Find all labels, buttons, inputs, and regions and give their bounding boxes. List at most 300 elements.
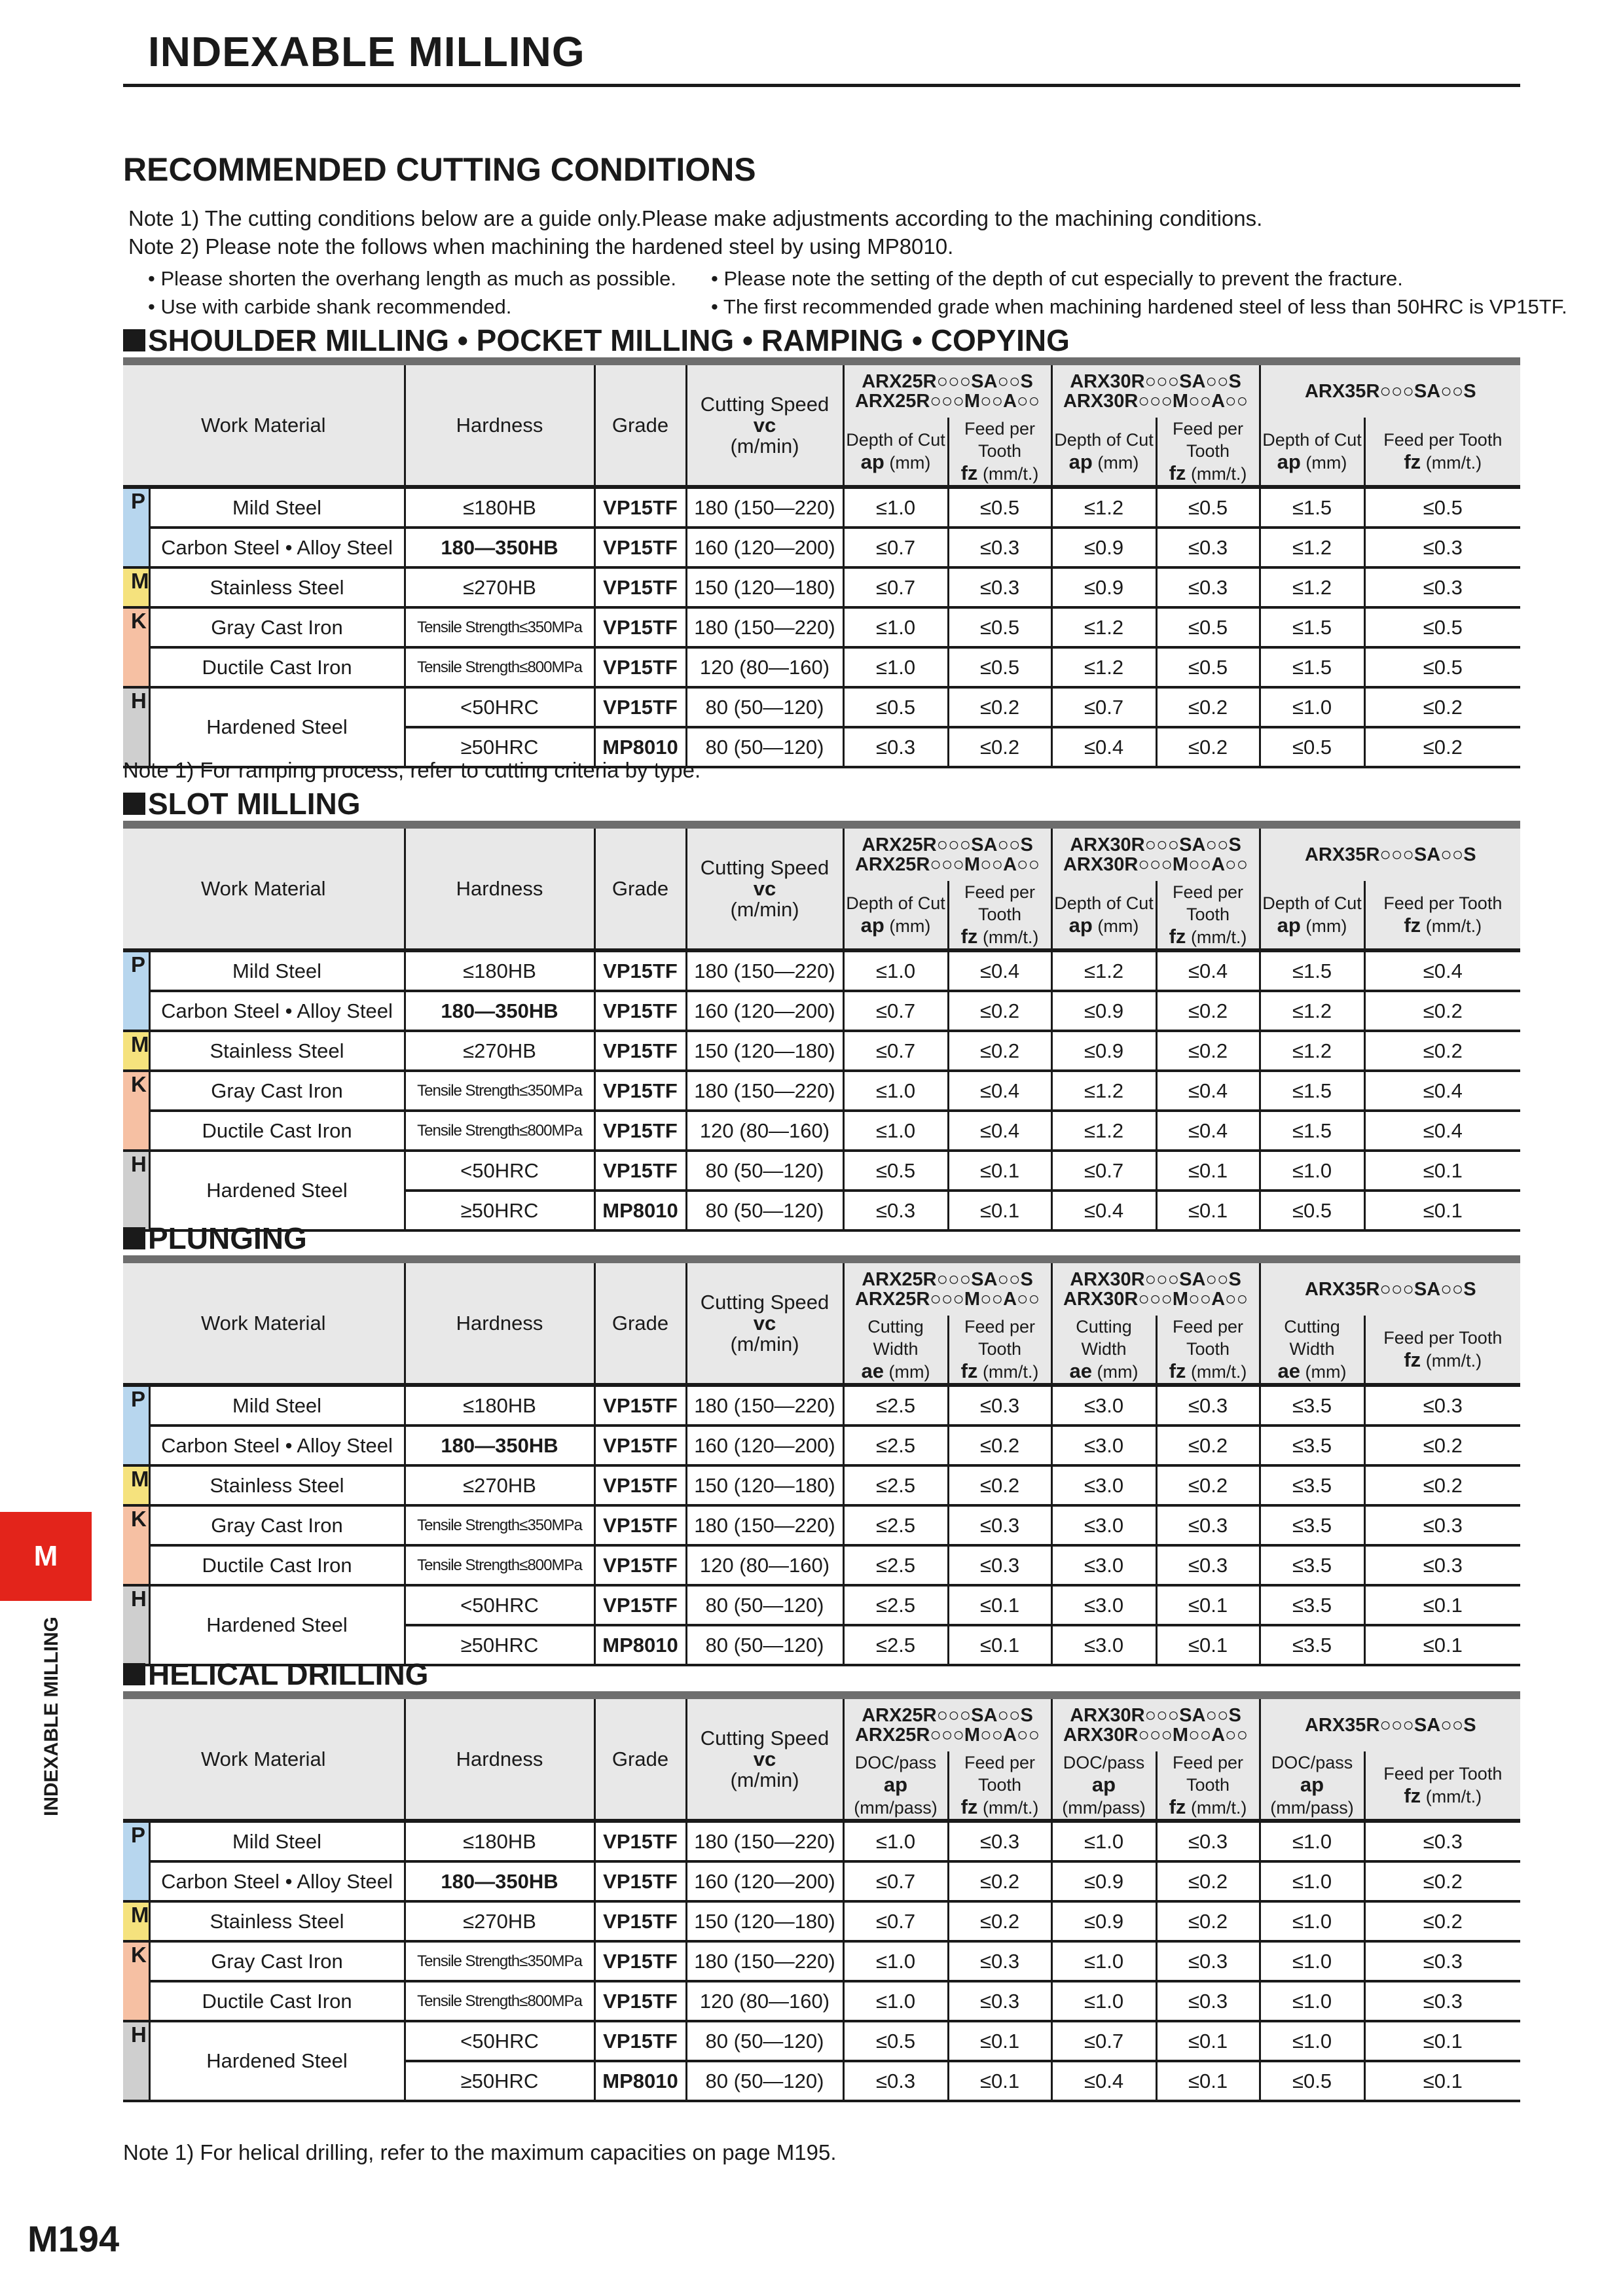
condition-value: ≤0.4 bbox=[948, 1111, 1051, 1151]
material-name: Hardened Steel bbox=[149, 687, 405, 767]
header-cutting-speed-line: vc bbox=[753, 1311, 776, 1335]
header-depth bbox=[1260, 1316, 1364, 1385]
heading-square-icon bbox=[123, 329, 145, 351]
condition-value: ≤0.3 bbox=[1156, 1821, 1260, 1861]
condition-value: ≤0.9 bbox=[1051, 567, 1156, 607]
header-sub-symbol: fz bbox=[960, 925, 978, 948]
header-feed bbox=[1364, 1316, 1520, 1385]
grade-value: VP15TF bbox=[594, 528, 686, 567]
grade-value: VP15TF bbox=[594, 687, 686, 727]
condition-value: ≤0.5 bbox=[1260, 2061, 1364, 2101]
table-row bbox=[123, 1426, 1520, 1465]
tool-code: ARX30R○○○SA○○S bbox=[1070, 371, 1241, 392]
grade-value: VP15TF bbox=[594, 647, 686, 687]
condition-value: ≤0.1 bbox=[1364, 1625, 1520, 1665]
notes bbox=[128, 204, 1523, 260]
header-sub-unit-line bbox=[1366, 451, 1521, 474]
condition-value: ≤0.3 bbox=[948, 1385, 1051, 1426]
condition-value: ≤0.1 bbox=[1364, 2061, 1520, 2101]
header-sub-unit: (mm/t.) bbox=[1190, 927, 1247, 947]
header-sub-symbol: fz bbox=[1404, 914, 1421, 937]
hardness-value: Tensile Strength≤800MPa bbox=[405, 1111, 594, 1151]
condition-value: ≤0.4 bbox=[1364, 1111, 1520, 1151]
material-class-badge: H bbox=[123, 687, 149, 767]
material-name: Carbon Steel • Alloy Steel bbox=[149, 528, 405, 567]
cutting-speed-value: 180 (150—220) bbox=[686, 1821, 843, 1861]
condition-value: ≤0.2 bbox=[1364, 1426, 1520, 1465]
header-sub-unit-line bbox=[949, 1796, 1051, 1819]
header-sub-unit: (mm) bbox=[1097, 1362, 1139, 1382]
header-sub-label: Depth of Cut bbox=[846, 893, 945, 913]
tool-code: ARX35R○○○SA○○S bbox=[1304, 1279, 1476, 1300]
table-row bbox=[123, 567, 1520, 607]
hardness-value: 180—350HB bbox=[405, 1861, 594, 1901]
table-row bbox=[123, 1151, 1520, 1191]
side-tab-label: INDEXABLE MILLING bbox=[41, 1617, 62, 1816]
table-row bbox=[123, 950, 1520, 991]
header-cutting-speed-line: (m/min) bbox=[730, 897, 799, 921]
section-note: Note 1) For helical drilling, refer to the maximum capacities on page M195. bbox=[123, 2140, 837, 2164]
header-sub-label: Feed per Tooth bbox=[1172, 1317, 1244, 1359]
grade-value: VP15TF bbox=[594, 1861, 686, 1901]
header-sub-unit-line bbox=[1261, 1360, 1364, 1383]
hardness-value: Tensile Strength≤800MPa bbox=[405, 1545, 594, 1585]
header-sub-unit: (mm/t.) bbox=[1190, 464, 1247, 484]
cutting-speed-value: 80 (50—120) bbox=[686, 1585, 843, 1625]
header-tool-group bbox=[843, 365, 1051, 418]
cutting-speed-value: 160 (120—200) bbox=[686, 1426, 843, 1465]
header-tool-group bbox=[843, 1699, 1051, 1751]
condition-value: ≤0.3 bbox=[1364, 1981, 1520, 2021]
condition-value: ≤0.1 bbox=[1364, 1585, 1520, 1625]
condition-value: ≤0.3 bbox=[948, 567, 1051, 607]
hardness-value: ≤180HB bbox=[405, 950, 594, 991]
table-row bbox=[123, 687, 1520, 727]
condition-value: ≤1.0 bbox=[1260, 687, 1364, 727]
header-title: INDEXABLE MILLING bbox=[148, 28, 585, 75]
condition-value: ≤0.2 bbox=[1364, 1031, 1520, 1071]
grade-value: VP15TF bbox=[594, 950, 686, 991]
header-sub-unit-line bbox=[1053, 451, 1156, 474]
condition-value: ≤3.0 bbox=[1051, 1385, 1156, 1426]
header-sub-unit: (mm/t.) bbox=[1190, 1362, 1247, 1382]
header-sub-symbol: fz bbox=[1404, 1348, 1421, 1371]
hardness-value: Tensile Strength≤350MPa bbox=[405, 1941, 594, 1981]
bullet-column-left bbox=[148, 264, 676, 321]
cutting-speed-value: 80 (50—120) bbox=[686, 687, 843, 727]
header-cutting-speed bbox=[686, 1263, 843, 1385]
header-sub-symbol: fz bbox=[1169, 1359, 1186, 1382]
header-cutting-speed-line: vc bbox=[753, 876, 776, 900]
header-sub-unit-line bbox=[1158, 462, 1259, 485]
condition-value: ≤1.0 bbox=[843, 607, 948, 647]
header-depth bbox=[843, 418, 948, 487]
header-sub-unit: (mm/pass) bbox=[1270, 1798, 1354, 1818]
grade-value: VP15TF bbox=[594, 1585, 686, 1625]
condition-value: ≤1.0 bbox=[843, 1071, 948, 1111]
condition-value: ≤0.9 bbox=[1051, 528, 1156, 567]
header-sub-symbol: ap bbox=[1277, 450, 1301, 473]
condition-value: ≤0.1 bbox=[1364, 2021, 1520, 2061]
condition-value: ≤0.5 bbox=[1156, 647, 1260, 687]
condition-value: ≤1.0 bbox=[1051, 1981, 1156, 2021]
grade-value: MP8010 bbox=[594, 727, 686, 767]
cutting-speed-value: 180 (150—220) bbox=[686, 487, 843, 528]
header-work-material: Work Material bbox=[123, 365, 405, 487]
conditions-table bbox=[123, 365, 1520, 768]
header-cutting-speed bbox=[686, 1699, 843, 1821]
tool-code: ARX25R○○○M○○A○○ bbox=[854, 1725, 1040, 1746]
hardness-value: ≥50HRC bbox=[405, 2061, 594, 2101]
grade-value: VP15TF bbox=[594, 1465, 686, 1505]
header-depth bbox=[1260, 418, 1364, 487]
header-sub-unit: (mm) bbox=[1305, 453, 1347, 473]
page-title: RECOMMENDED CUTTING CONDITIONS bbox=[123, 151, 756, 188]
cutting-speed-value: 80 (50—120) bbox=[686, 727, 843, 767]
condition-value: ≤0.2 bbox=[1156, 1031, 1260, 1071]
hardness-value: Tensile Strength≤800MPa bbox=[405, 647, 594, 687]
section-heading-text: HELICAL DRILLING bbox=[148, 1657, 429, 1691]
header-sub-label: Cutting Width bbox=[1284, 1317, 1340, 1359]
header-sub-symbol: ae bbox=[1277, 1359, 1301, 1382]
header-cutting-speed-line: (m/min) bbox=[730, 1768, 799, 1791]
condition-value: ≤0.2 bbox=[1156, 1465, 1260, 1505]
condition-value: ≤0.4 bbox=[1051, 2061, 1156, 2101]
header-hardness: Hardness bbox=[405, 1699, 594, 1821]
condition-value: ≤1.0 bbox=[843, 647, 948, 687]
header-tool-group bbox=[1051, 1263, 1260, 1316]
condition-value: ≤0.5 bbox=[843, 687, 948, 727]
condition-value: ≤0.5 bbox=[1364, 487, 1520, 528]
condition-value: ≤0.2 bbox=[948, 1861, 1051, 1901]
condition-value: ≤1.0 bbox=[843, 1941, 948, 1981]
table-row bbox=[123, 1111, 1520, 1151]
condition-value: ≤1.0 bbox=[843, 1981, 948, 2021]
hardness-value: <50HRC bbox=[405, 2021, 594, 2061]
side-tab bbox=[0, 1512, 92, 1601]
section-heading bbox=[123, 1223, 307, 1254]
grade-value: VP15TF bbox=[594, 1821, 686, 1861]
condition-value: ≤1.5 bbox=[1260, 1111, 1364, 1151]
condition-value: ≤0.7 bbox=[1051, 687, 1156, 727]
section-heading-text: SLOT MILLING bbox=[148, 787, 361, 821]
section-heading bbox=[123, 1659, 428, 1690]
section-rule bbox=[123, 1691, 1520, 1699]
header-feed bbox=[1156, 881, 1260, 950]
condition-value: ≤0.2 bbox=[948, 1426, 1051, 1465]
condition-value: ≤0.2 bbox=[948, 1901, 1051, 1941]
bullet-column-right bbox=[711, 264, 1567, 321]
cutting-speed-value: 180 (150—220) bbox=[686, 1071, 843, 1111]
header-grade: Grade bbox=[594, 829, 686, 950]
condition-value: ≤0.1 bbox=[1364, 1191, 1520, 1230]
condition-value: ≤0.2 bbox=[1156, 1426, 1260, 1465]
header-sub-symbol: fz bbox=[960, 1359, 978, 1382]
header-tool-group bbox=[1260, 365, 1520, 418]
condition-value: ≤1.0 bbox=[843, 1111, 948, 1151]
condition-value: ≤1.2 bbox=[1051, 487, 1156, 528]
condition-value: ≤1.5 bbox=[1260, 950, 1364, 991]
grade-value: VP15TF bbox=[594, 1111, 686, 1151]
condition-value: ≤3.0 bbox=[1051, 1465, 1156, 1505]
cutting-speed-value: 180 (150—220) bbox=[686, 1505, 843, 1545]
grade-value: MP8010 bbox=[594, 2061, 686, 2101]
cutting-speed-value: 80 (50—120) bbox=[686, 2021, 843, 2061]
tool-code: ARX25R○○○M○○A○○ bbox=[854, 1289, 1040, 1310]
condition-value: ≤3.5 bbox=[1260, 1625, 1364, 1665]
material-name: Stainless Steel bbox=[149, 1901, 405, 1941]
header-sub-unit-line bbox=[845, 451, 947, 474]
table-row bbox=[123, 1505, 1520, 1545]
cutting-speed-value: 120 (80—160) bbox=[686, 647, 843, 687]
header-sub-label: Depth of Cut bbox=[846, 430, 945, 450]
condition-value: ≤0.2 bbox=[1156, 1861, 1260, 1901]
condition-value: ≤0.7 bbox=[843, 1031, 948, 1071]
material-class-badge: M bbox=[123, 1031, 149, 1071]
header-tool-group bbox=[843, 829, 1051, 881]
header-depth bbox=[843, 1316, 948, 1385]
tool-code: ARX25R○○○M○○A○○ bbox=[854, 391, 1040, 412]
condition-value: ≤3.5 bbox=[1260, 1465, 1364, 1505]
header-sub-unit-line bbox=[1158, 925, 1259, 948]
condition-value: ≤0.2 bbox=[1364, 727, 1520, 767]
header-tool-group bbox=[1051, 365, 1260, 418]
header-sub-unit: (mm) bbox=[1097, 916, 1139, 936]
hardness-value: 180—350HB bbox=[405, 1426, 594, 1465]
bullet-item: • Please shorten the overhang length as much as possible. bbox=[148, 267, 677, 290]
header-sub-unit: (mm/t.) bbox=[1425, 916, 1482, 936]
condition-value: ≤1.5 bbox=[1260, 607, 1364, 647]
tool-code: ARX25R○○○M○○A○○ bbox=[854, 854, 1040, 875]
condition-value: ≤3.5 bbox=[1260, 1585, 1364, 1625]
condition-value: ≤0.2 bbox=[1156, 687, 1260, 727]
table-row bbox=[123, 1941, 1520, 1981]
material-class-badge: P bbox=[123, 1385, 149, 1465]
condition-value: ≤0.1 bbox=[1156, 2021, 1260, 2061]
header-sub-unit: (mm) bbox=[1097, 453, 1139, 473]
header-tool-group bbox=[1051, 1699, 1260, 1751]
material-name: Hardened Steel bbox=[149, 2021, 405, 2101]
hardness-value: Tensile Strength≤350MPa bbox=[405, 607, 594, 647]
material-name: Mild Steel bbox=[149, 1385, 405, 1426]
material-name: Gray Cast Iron bbox=[149, 1071, 405, 1111]
header-feed bbox=[948, 1316, 1051, 1385]
hardness-value: ≤180HB bbox=[405, 1385, 594, 1426]
condition-value: ≤0.2 bbox=[1364, 687, 1520, 727]
grade-value: VP15TF bbox=[594, 1031, 686, 1071]
header-sub-unit: (mm/t.) bbox=[982, 464, 1039, 484]
cutting-speed-value: 120 (80—160) bbox=[686, 1545, 843, 1585]
condition-value: ≤2.5 bbox=[843, 1505, 948, 1545]
header-hardness: Hardness bbox=[405, 829, 594, 950]
condition-value: ≤1.0 bbox=[1260, 1941, 1364, 1981]
condition-value: ≤0.3 bbox=[1364, 1545, 1520, 1585]
condition-value: ≤0.7 bbox=[843, 528, 948, 567]
header-sub-label: Feed per Tooth bbox=[1383, 430, 1503, 450]
condition-value: ≤0.4 bbox=[1051, 727, 1156, 767]
tool-code: ARX30R○○○M○○A○○ bbox=[1063, 854, 1249, 875]
condition-value: ≤0.5 bbox=[843, 1151, 948, 1191]
condition-value: ≤0.5 bbox=[1260, 727, 1364, 767]
hardness-value: Tensile Strength≤350MPa bbox=[405, 1071, 594, 1111]
material-class-badge: P bbox=[123, 487, 149, 567]
hardness-value: <50HRC bbox=[405, 1151, 594, 1191]
table-row bbox=[123, 1031, 1520, 1071]
condition-value: ≤0.3 bbox=[948, 528, 1051, 567]
header-cutting-speed bbox=[686, 365, 843, 487]
cutting-speed-value: 120 (80—160) bbox=[686, 1981, 843, 2021]
condition-value: ≤2.5 bbox=[843, 1585, 948, 1625]
condition-value: ≤1.2 bbox=[1260, 567, 1364, 607]
condition-value: ≤0.3 bbox=[1364, 567, 1520, 607]
grade-value: VP15TF bbox=[594, 1071, 686, 1111]
material-class-badge: H bbox=[123, 1585, 149, 1665]
header-sub-symbol: fz bbox=[960, 1795, 978, 1818]
table-row bbox=[123, 528, 1520, 567]
tool-code: ARX35R○○○SA○○S bbox=[1304, 1715, 1476, 1736]
condition-value: ≤0.5 bbox=[1260, 1191, 1364, 1230]
header-sub-label: Feed per Tooth bbox=[1172, 1753, 1244, 1795]
header-rule bbox=[123, 84, 1520, 87]
condition-value: ≤0.3 bbox=[948, 1941, 1051, 1981]
material-name: Carbon Steel • Alloy Steel bbox=[149, 1426, 405, 1465]
header-feed bbox=[1364, 881, 1520, 950]
header-sub-symbol: fz bbox=[960, 461, 978, 484]
condition-value: ≤0.7 bbox=[1051, 1151, 1156, 1191]
material-name: Ductile Cast Iron bbox=[149, 1545, 405, 1585]
table-row bbox=[123, 1861, 1520, 1901]
header-sub-symbol: fz bbox=[1169, 925, 1186, 948]
header-sub-label: Depth of Cut bbox=[1054, 893, 1154, 913]
condition-value: ≤0.3 bbox=[1364, 1505, 1520, 1545]
condition-value: ≤0.7 bbox=[843, 1861, 948, 1901]
header-work-material: Work Material bbox=[123, 829, 405, 950]
cutting-speed-value: 80 (50—120) bbox=[686, 2061, 843, 2101]
header-sub-symbol: ap bbox=[1091, 1773, 1116, 1796]
hardness-value: ≤180HB bbox=[405, 487, 594, 528]
condition-value: ≤1.2 bbox=[1051, 647, 1156, 687]
header-sub-label: Depth of Cut bbox=[1054, 430, 1154, 450]
grade-value: VP15TF bbox=[594, 487, 686, 528]
header-cutting-speed-line: Cutting Speed bbox=[700, 392, 830, 416]
cutting-speed-value: 150 (120—180) bbox=[686, 567, 843, 607]
condition-value: ≤2.5 bbox=[843, 1465, 948, 1505]
condition-value: ≤1.2 bbox=[1260, 528, 1364, 567]
condition-value: ≤0.2 bbox=[948, 1465, 1051, 1505]
hardness-value: ≥50HRC bbox=[405, 1625, 594, 1665]
hardness-value: ≤180HB bbox=[405, 1821, 594, 1861]
header-grade: Grade bbox=[594, 365, 686, 487]
condition-value: ≤0.1 bbox=[1364, 1151, 1520, 1191]
condition-value: ≤0.3 bbox=[1364, 1941, 1520, 1981]
condition-value: ≤0.4 bbox=[948, 950, 1051, 991]
condition-value: ≤0.1 bbox=[948, 1585, 1051, 1625]
header-sub-label: Feed per Tooth bbox=[964, 1317, 1036, 1359]
header-sub-unit: (mm/pass) bbox=[1062, 1798, 1146, 1818]
header-depth bbox=[1051, 1751, 1156, 1821]
material-name: Gray Cast Iron bbox=[149, 607, 405, 647]
header-feed bbox=[948, 418, 1051, 487]
condition-value: ≤0.1 bbox=[948, 2021, 1051, 2061]
header-sub-label: DOC/pass bbox=[1063, 1753, 1145, 1772]
header-cutting-speed-line: (m/min) bbox=[730, 1332, 799, 1355]
material-name: Hardened Steel bbox=[149, 1585, 405, 1665]
header-sub-label: Depth of Cut bbox=[1262, 430, 1362, 450]
material-class-badge: K bbox=[123, 1505, 149, 1585]
grade-value: VP15TF bbox=[594, 991, 686, 1031]
condition-value: ≤0.9 bbox=[1051, 1901, 1156, 1941]
tool-code: ARX25R○○○SA○○S bbox=[862, 834, 1033, 855]
cutting-speed-value: 80 (50—120) bbox=[686, 1151, 843, 1191]
condition-value: ≤0.2 bbox=[1156, 1901, 1260, 1941]
header-sub-unit-line bbox=[949, 462, 1051, 485]
material-name: Stainless Steel bbox=[149, 567, 405, 607]
table-row bbox=[123, 1821, 1520, 1861]
header-sub-unit-line bbox=[845, 1774, 947, 1819]
hardness-value: ≤270HB bbox=[405, 1465, 594, 1505]
cutting-speed-value: 160 (120—200) bbox=[686, 528, 843, 567]
header-sub-unit: (mm/t.) bbox=[1425, 1787, 1482, 1806]
grade-value: VP15TF bbox=[594, 1505, 686, 1545]
grade-value: VP15TF bbox=[594, 1545, 686, 1585]
condition-value: ≤1.0 bbox=[843, 1821, 948, 1861]
material-class-badge: K bbox=[123, 607, 149, 687]
material-name: Gray Cast Iron bbox=[149, 1505, 405, 1545]
condition-value: ≤0.7 bbox=[1051, 2021, 1156, 2061]
header-grade: Grade bbox=[594, 1699, 686, 1821]
condition-value: ≤0.2 bbox=[1156, 727, 1260, 767]
header-sub-unit-line bbox=[1366, 1785, 1521, 1808]
grade-value: VP15TF bbox=[594, 1426, 686, 1465]
grade-value: VP15TF bbox=[594, 1981, 686, 2021]
condition-value: ≤2.5 bbox=[843, 1426, 948, 1465]
hardness-value: 180—350HB bbox=[405, 991, 594, 1031]
header-grade: Grade bbox=[594, 1263, 686, 1385]
condition-value: ≤0.3 bbox=[843, 727, 948, 767]
tool-code: ARX30R○○○SA○○S bbox=[1070, 1705, 1241, 1726]
material-name: Ductile Cast Iron bbox=[149, 647, 405, 687]
material-name: Mild Steel bbox=[149, 1821, 405, 1861]
cutting-speed-value: 180 (150—220) bbox=[686, 607, 843, 647]
note-2: Note 2) Please note the follows when machining the hardened steel by using MP8010. bbox=[128, 234, 954, 259]
header-sub-label: Feed per Tooth bbox=[1172, 882, 1244, 924]
header-sub-unit: (mm) bbox=[888, 1362, 930, 1382]
header-feed bbox=[948, 1751, 1051, 1821]
cutting-speed-value: 180 (150—220) bbox=[686, 950, 843, 991]
condition-value: ≤0.3 bbox=[1156, 1981, 1260, 2021]
header-cutting-speed bbox=[686, 829, 843, 950]
hardness-value: ≤270HB bbox=[405, 1031, 594, 1071]
condition-value: ≤0.4 bbox=[1156, 1071, 1260, 1111]
header-sub-label: Cutting Width bbox=[1076, 1317, 1132, 1359]
grade-value: MP8010 bbox=[594, 1625, 686, 1665]
header-sub-symbol: ap bbox=[860, 914, 884, 937]
header-sub-symbol: fz bbox=[1169, 461, 1186, 484]
condition-value: ≤0.5 bbox=[843, 2021, 948, 2061]
condition-value: ≤0.1 bbox=[1156, 1585, 1260, 1625]
condition-value: ≤0.1 bbox=[1156, 1625, 1260, 1665]
header-sub-label: Feed per Tooth bbox=[1383, 1328, 1503, 1348]
header-sub-label: Feed per Tooth bbox=[964, 419, 1036, 461]
tool-code: ARX35R○○○SA○○S bbox=[1304, 844, 1476, 865]
condition-value: ≤0.3 bbox=[948, 1821, 1051, 1861]
header-sub-unit-line bbox=[1261, 451, 1364, 474]
condition-value: ≤1.2 bbox=[1051, 950, 1156, 991]
cutting-speed-value: 160 (120—200) bbox=[686, 991, 843, 1031]
section-rule bbox=[123, 357, 1520, 365]
header-feed bbox=[1156, 1316, 1260, 1385]
cutting-speed-value: 80 (50—120) bbox=[686, 1191, 843, 1230]
